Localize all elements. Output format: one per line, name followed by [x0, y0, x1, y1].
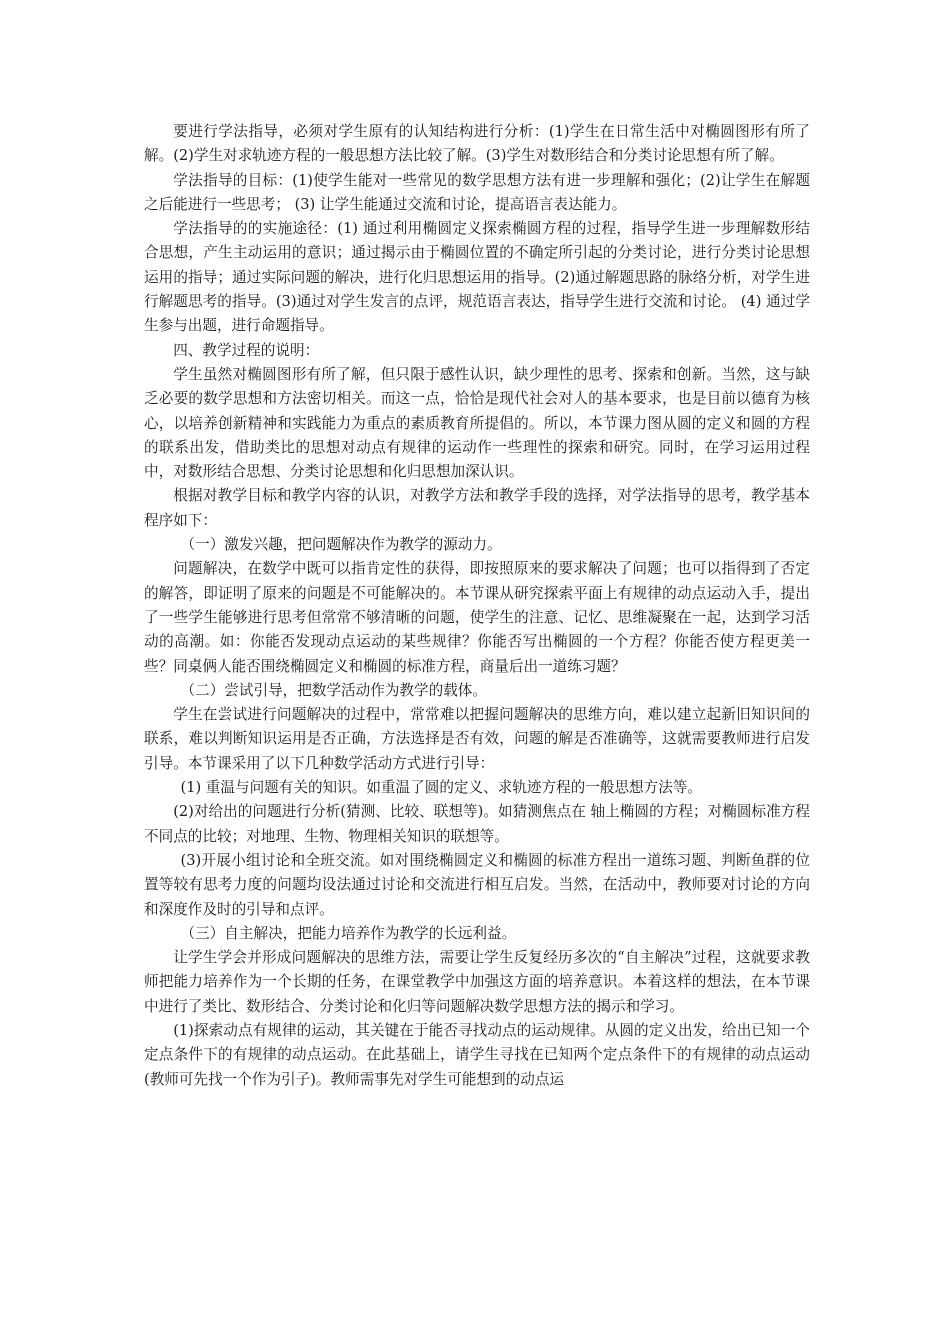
paragraph-problem-solving: 问题解决，在数学中既可以指肯定性的获得，即按照原来的要求解决了问题；也可以指得到了否定的解答，即证明了原来的问题是不可能解决的。本节课从研究探索平面上有规律的动点运动入手，提出了一些学生能够进行思考但常常不够清晰的问题，使学生的注意、记忆、思维凝聚在一起，达到学习活动的高潮。如：你能否发现动点运动的某些规律？你能否写出椭圆的一个方程？你能否使方程更美一些？同桌俩人能否围绕椭圆定义和椭圆的标准方程，商量后出一道练习题？ — [144, 560, 810, 675]
paragraph-implementation: 学法指导的的实施途径：(1) 通过利用椭圆定义探索椭圆方程的过程，指导学生进一步理解数形结合思想，产生主动运用的意识；通过揭示由于椭圆位置的不确定所引起的分类讨论，进行分类讨论思想运用的指导；通过实际问题的解决，进行化归思想运用的指导。(2)通过解题思路的脉络分析，对学生进行解题思考的指导。(3)通过对学生发言的点评，规范语言表达，指导学生进行交流和讨论。 (4) 通过学生参与出题，进行命题指导。 — [144, 220, 810, 335]
paragraph-student-understanding: 学生虽然对椭圆图形有所了解，但只限于感性认识，缺少理性的思考、探索和创新。当然，这与缺乏必要的数学思想和方法密切相关。而这一点，恰恰是现代社会对人的基本要求，也是目前以德育为核心，以培养创新精神和实践能力为重点的素质教育所提倡的。所以，本节课力图从圆的定义和圆的方程的联系出发，借助类比的思想对动点有规律的运动作一些理性的探索和研究。同时，在学习运用过程中，对数形结合思想、分类讨论思想和化归思想加深认识。 — [144, 365, 810, 481]
paragraph-guidance-need: 学生在尝试进行问题解决的过程中，常常难以把握问题解决的思维方向，难以建立起新旧知识间的联系，难以判断知识运用是否正确，方法选择是否有效，问题的解是否准确等，这就需要教师进行启发引导。本节课采用了以下几种数学活动方式进行引导： — [144, 706, 810, 772]
paragraph-guidance-goals: 学法指导的目标：(1)使学生能对一些常见的数学思想方法有进一步理解和强化；(2)让学生在解题之后能进行一些思考； (3) 让学生能通过交流和讨论，提高语言表达能力。 — [144, 171, 810, 213]
subheading-stimulate-interest: （一）激发兴趣，把问题解决作为教学的源动力。 — [180, 536, 502, 554]
paragraph-ability-cultivation: 让学生学会并形成问题解决的思维方法，需要让学生反复经历多次的“自主解决”过程，这就要求教师把能力培养作为一个长期的任务，在课堂教学中加强这方面的培养意识。本着这样的想法，在本节课中进行了类比、数形结合、分类讨论和化归等问题解决数学思想方法的揭示和学习。 — [144, 949, 810, 1015]
paragraph-explore-motion: (1)探索动点有规律的运动，其关键在于能否寻找动点的运动规律。从圆的定义出发，给出已知一个定点条件下的有规律的动点运动。在此基础上，请学生寻找在已知两个定点条件下的有规律的动点运动(教师可先找一个作为引子)。教师需事先对学生可能想到的动点运 — [144, 1021, 810, 1088]
document-body — [144, 120, 810, 1092]
section-heading-teaching-process: 四、教学过程的说明： — [173, 341, 320, 359]
list-item-analyze-problem: (2)对给出的问题进行分析(猜测、比较、联想等)。如猜测焦点在 轴上椭圆的方程；对椭圆标准方程不同点的比较；对地理、生物、物理相关知识的联想等。 — [144, 803, 810, 845]
subheading-independent-solving: （三）自主解决，把能力培养作为教学的长远利益。 — [180, 924, 517, 942]
paragraph-cognitive-analysis: 要进行学法指导，必须对学生原有的认知结构进行分析：(1)学生在日常生活中对椭圆图形有所了解。(2)学生对求轨迹方程的一般思想方法比较了解。(3)学生对数形结合和分类讨论思想有所了解。 — [144, 123, 810, 165]
list-item-review-knowledge: (1) 重温与问题有关的知识。如重温了圆的定义、求轨迹方程的一般思想方法等。 — [180, 779, 703, 797]
paragraph-basic-procedure: 根据对教学目标和教学内容的认识，对教学方法和教学手段的选择，对学法指导的思考，教学基本程序如下： — [144, 487, 810, 529]
list-item-group-discussion: (3)开展小组讨论和全班交流。如对围绕椭圆定义和椭圆的标准方程出一道练习题、判断鱼群的位置等较有思考力度的问题均设法通过讨论和交流进行相互启发。当然，在活动中，教师要对讨论的方向和深度作及时的引导和点评。 — [144, 851, 810, 918]
subheading-guided-attempt: （二）尝试引导，把数学活动作为教学的载体。 — [180, 681, 487, 699]
